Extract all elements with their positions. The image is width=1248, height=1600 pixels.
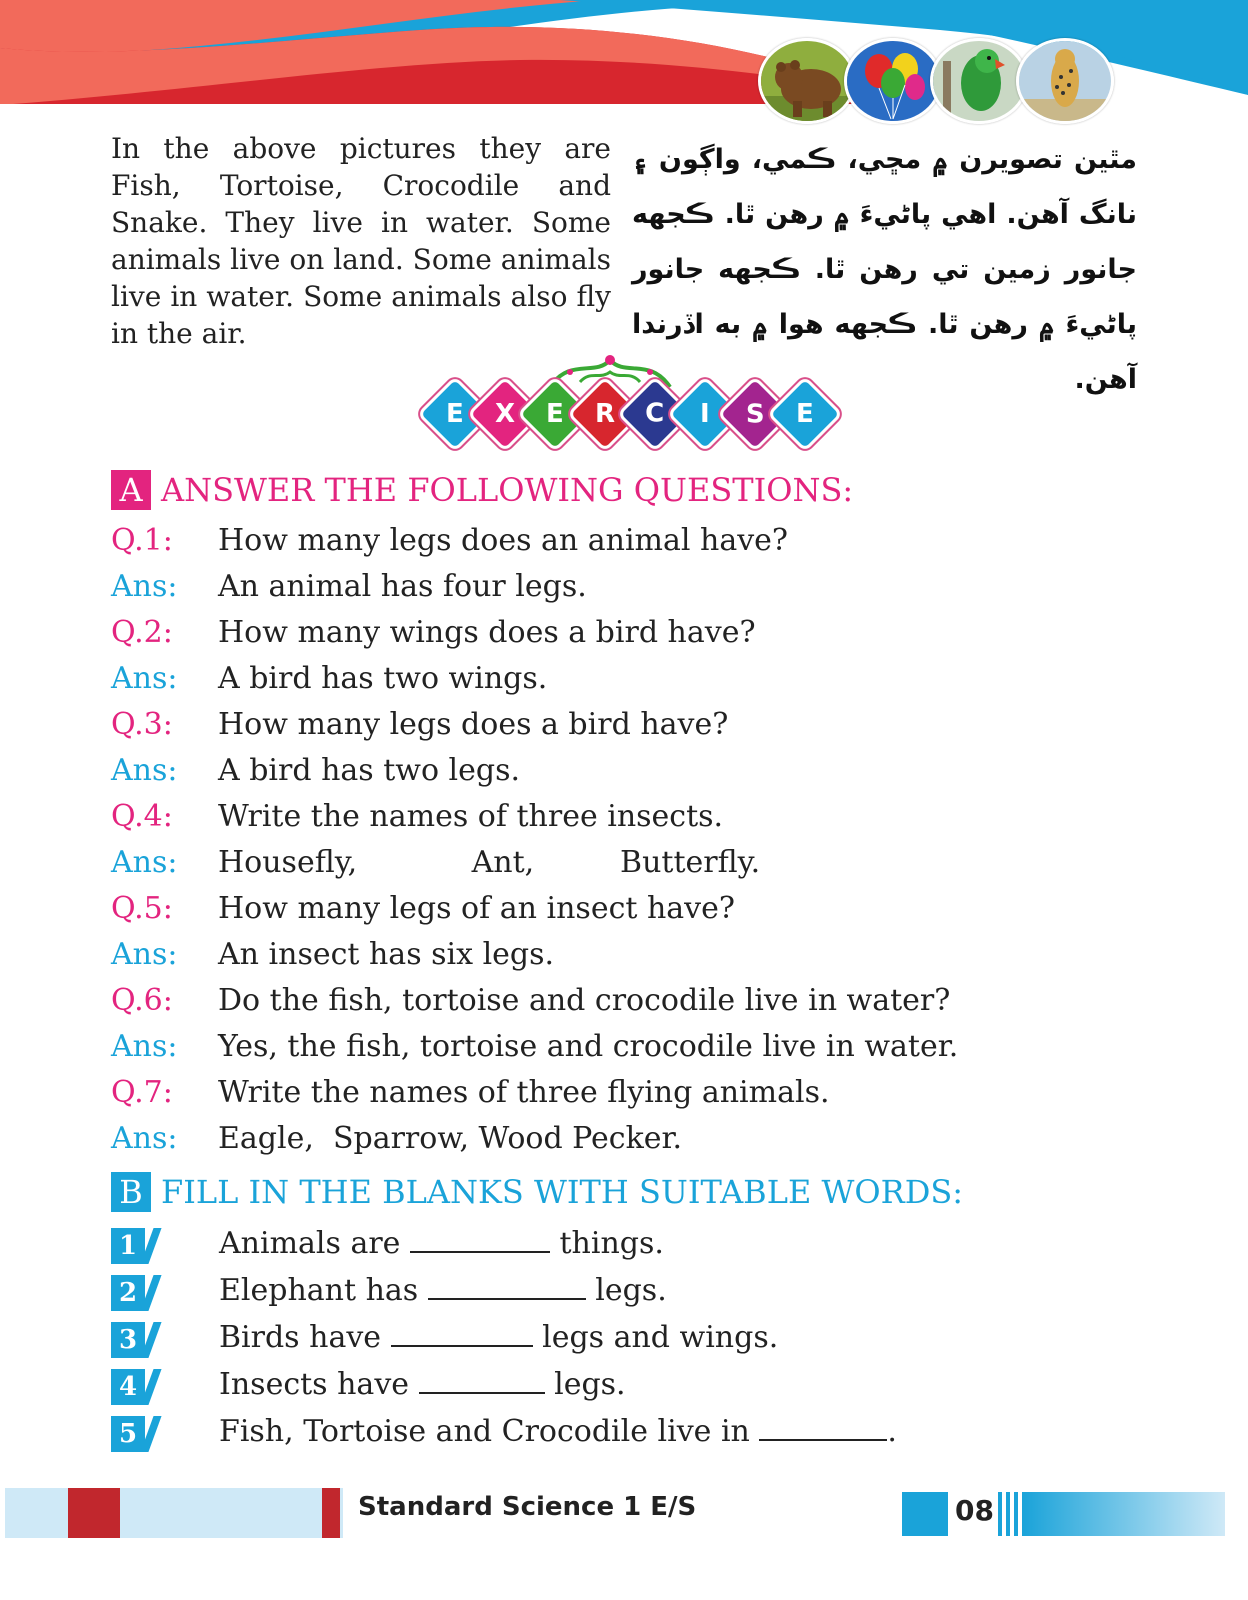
section-a-title: ANSWER THE FOLLOWING QUESTIONS: xyxy=(161,471,854,509)
question-label: Q.2: xyxy=(111,615,173,650)
sentence-start: Birds have xyxy=(219,1320,391,1355)
section-b-heading xyxy=(111,1172,963,1212)
sentence-end: legs. xyxy=(585,1273,667,1308)
question-text: How many legs of an insect have? xyxy=(218,891,735,926)
answer-row xyxy=(111,1029,1111,1069)
fill-blank-row xyxy=(111,1320,1111,1362)
answer-blank[interactable] xyxy=(759,1415,887,1441)
exercise-letter: R xyxy=(594,399,616,429)
fill-blank-sentence xyxy=(219,1367,626,1402)
question-row xyxy=(111,799,1111,839)
exercise-letter: I xyxy=(700,399,710,429)
bear-photo xyxy=(758,38,856,124)
exercise-letter: X xyxy=(494,398,516,429)
answer-label: Ans: xyxy=(111,1121,178,1156)
answer-label: Ans: xyxy=(111,569,178,604)
answer-text: A bird has two wings. xyxy=(218,661,548,696)
answer-blank[interactable] xyxy=(391,1321,533,1347)
question-label: Q.3: xyxy=(111,707,173,742)
answer-text: Eagle, Sparrow, Wood Pecker. xyxy=(218,1121,683,1156)
answer-label: Ans: xyxy=(111,753,178,788)
fill-blank-row xyxy=(111,1414,1111,1456)
sentence-start: Elephant has xyxy=(219,1273,428,1308)
item-number-badge xyxy=(111,1228,159,1264)
exercise-badge xyxy=(420,352,820,452)
item-number: 2 xyxy=(111,1275,145,1311)
answer-row xyxy=(111,753,1111,793)
exercise-letter: E xyxy=(546,398,564,429)
answer-row xyxy=(111,845,1111,885)
question-text: Do the fish, tortoise and crocodile live in water? xyxy=(218,983,951,1018)
answer-label: Ans: xyxy=(111,845,178,880)
exercise-letter: S xyxy=(745,398,765,429)
fill-blank-sentence xyxy=(219,1273,667,1308)
footer-book-title: Standard Science 1 E/S xyxy=(358,1492,697,1522)
question-row xyxy=(111,707,1111,747)
section-b-title: FILL IN THE BLANKS WITH SUITABLE WORDS: xyxy=(161,1173,964,1211)
cheetah-photo xyxy=(1016,38,1114,124)
sentence-end: . xyxy=(887,1414,897,1449)
answer-label: Ans: xyxy=(111,1029,178,1064)
intro-paragraph-english: In the above pictures they are Fish, Tortoise, Crocodile and Snake. They live in water. Some animals live on land. Some animals live in water. Some animals also fly in the air. xyxy=(111,132,611,350)
answer-label: Ans: xyxy=(111,937,178,972)
sentence-start: Animals are xyxy=(219,1226,410,1261)
answer-row xyxy=(111,937,1111,977)
question-label: Q.5: xyxy=(111,891,173,926)
item-number-badge xyxy=(111,1369,159,1405)
sentence-end: legs and wings. xyxy=(532,1320,779,1355)
item-number-badge xyxy=(111,1275,159,1311)
answer-text: An insect has six legs. xyxy=(218,937,555,972)
section-a-heading xyxy=(111,470,853,510)
answer-blank[interactable] xyxy=(410,1227,550,1253)
question-row xyxy=(111,1075,1111,1115)
exercise-letter: E xyxy=(796,398,814,429)
page-number: 08 xyxy=(955,1494,994,1527)
item-number: 3 xyxy=(111,1322,145,1358)
question-text: Write the names of three insects. xyxy=(218,799,724,834)
answer-label: Ans: xyxy=(111,661,178,696)
sentence-end: legs. xyxy=(544,1367,626,1402)
question-text: How many legs does an animal have? xyxy=(218,523,789,558)
answer-row xyxy=(111,661,1111,701)
item-number: 5 xyxy=(111,1416,145,1452)
fill-blank-sentence xyxy=(219,1320,778,1355)
fill-blank-sentence xyxy=(219,1414,897,1449)
question-label: Q.6: xyxy=(111,983,173,1018)
sentence-start: Insects have xyxy=(219,1367,419,1402)
sentence-end: things. xyxy=(549,1226,664,1261)
question-text: How many legs does a bird have? xyxy=(218,707,729,742)
question-label: Q.7: xyxy=(111,1075,173,1110)
answer-text: A bird has two legs. xyxy=(218,753,521,788)
answer-text: Yes, the fish, tortoise and crocodile live in water. xyxy=(218,1029,959,1064)
item-number: 1 xyxy=(111,1228,145,1264)
answer-blank[interactable] xyxy=(428,1274,586,1300)
question-row xyxy=(111,523,1111,563)
fill-blank-sentence xyxy=(219,1226,664,1261)
item-number: 4 xyxy=(111,1369,145,1405)
item-number-badge xyxy=(111,1416,159,1452)
answer-text: An animal has four legs. xyxy=(218,569,587,604)
question-row xyxy=(111,615,1111,655)
section-a-letter: A xyxy=(111,470,151,510)
section-b-letter: B xyxy=(111,1172,151,1212)
answer-blank[interactable] xyxy=(419,1368,545,1394)
question-text: Write the names of three flying animals. xyxy=(218,1075,830,1110)
exercise-letter: C xyxy=(645,399,665,429)
answer-row xyxy=(111,1121,1111,1161)
question-label: Q.1: xyxy=(111,523,173,558)
question-row xyxy=(111,891,1111,931)
parrot-photo xyxy=(930,38,1028,124)
intro-paragraph-sindhi: مٿين تصويرن ۾ مڇي، ڪمي، واڳون ۽ نانگ آهن. اهي پاڻيءَ ۾ رهن ٿا. ڪجهه جانور زمين تي رهن ٿا. ڪجهه جانور پاڻيءَ ۾ رهن ٿا. ڪجهه هوا ۾ به اڏرندا آهن. xyxy=(632,144,1137,395)
question-text: How many wings does a bird have? xyxy=(218,615,756,650)
sentence-start: Fish, Tortoise and Crocodile live in xyxy=(219,1414,760,1449)
question-label: Q.4: xyxy=(111,799,173,834)
item-number-badge xyxy=(111,1322,159,1358)
fill-blank-row xyxy=(111,1273,1111,1315)
exercise-letter: E xyxy=(446,398,464,429)
answer-text: Housefly, Ant, Butterfly. xyxy=(218,845,761,880)
balloons-photo xyxy=(844,38,942,124)
exercise-letters xyxy=(420,387,828,447)
question-row xyxy=(111,983,1111,1023)
answer-row xyxy=(111,569,1111,609)
fill-blank-row xyxy=(111,1226,1111,1268)
fill-blank-row xyxy=(111,1367,1111,1409)
